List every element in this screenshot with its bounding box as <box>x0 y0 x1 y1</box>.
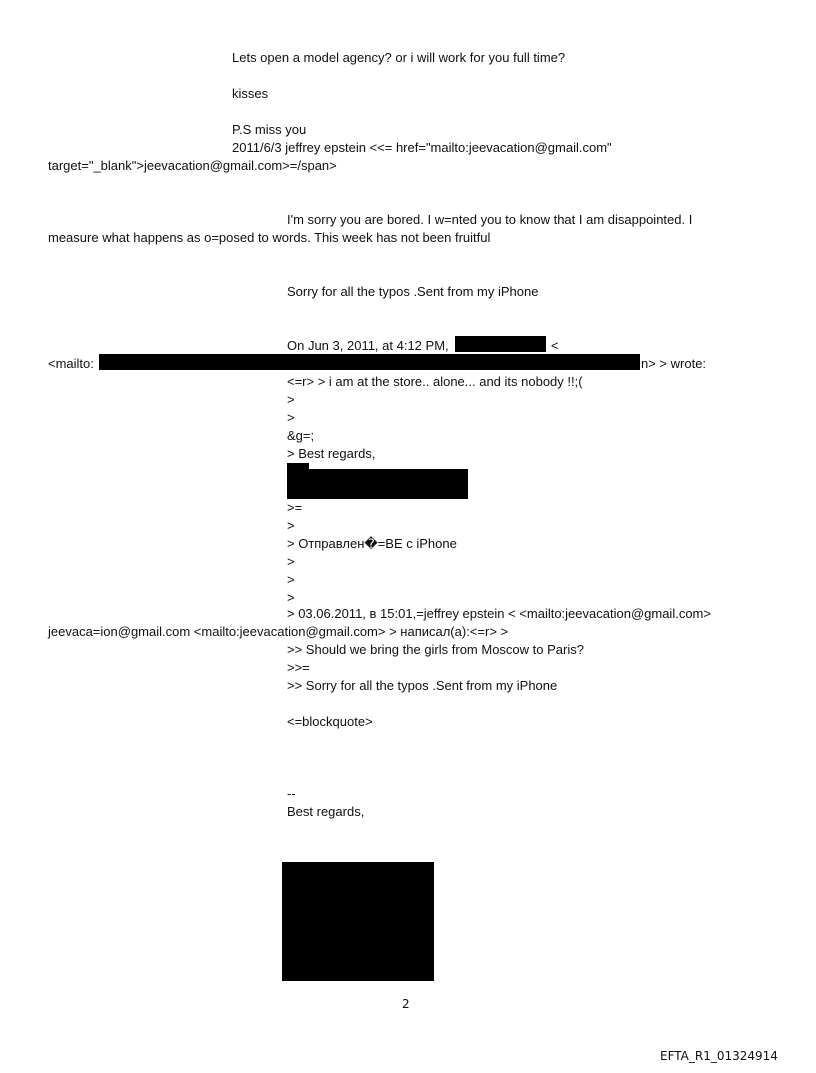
quoted-line: > Отправлен�=BE с iPhone <box>287 536 457 551</box>
quote-header-line: 2011/6/3 jeffrey epstein <<= href="mailto:jeevacation@gmail.com" <box>232 140 612 155</box>
quoted-line: > <box>287 410 295 425</box>
quoted-line: > Best regards, <box>287 446 376 461</box>
quote-header-line: < <box>551 338 559 353</box>
body-line: kisses <box>232 86 269 101</box>
quoted-line: >> Sorry for all the typos .Sent from my iPhone <box>287 678 558 693</box>
body-line: I'm sorry you are bored. I w=nted you to know that I am disappointed. I <box>287 212 693 227</box>
quoted-line: >= <box>287 500 303 515</box>
quoted-line: > <box>287 572 295 587</box>
quote-header-line: target="_blank">jeevacation@gmail.com>=/span> <box>48 158 337 173</box>
document-id: EFTA_R1_01324914 <box>660 1049 778 1063</box>
quoted-line: &g=; <box>287 428 315 443</box>
body-line: P.S miss you <box>232 122 307 137</box>
quote-header-line: On Jun 3, 2011, at 4:12 PM, <box>287 338 449 353</box>
quoted-line: > <box>287 518 295 533</box>
body-line: Lets open a model agency? or i will work for you full time? <box>232 50 566 65</box>
quoted-line: > <box>287 392 295 407</box>
quoted-line: > <box>287 554 295 569</box>
page-number: 2 <box>402 997 410 1011</box>
redaction-block <box>99 354 640 370</box>
redaction-block <box>287 469 468 499</box>
quote-header-line: <mailto: <box>48 356 94 371</box>
signature-line: Best regards, <box>287 804 365 819</box>
signature-separator: -- <box>287 786 296 801</box>
quote-header-line: > 03.06.2011, в 15:01,=jeffrey epstein < <mailto:jeevacation@gmail.com> <box>287 606 711 621</box>
quote-header-line: jeevaca=ion@gmail.com <mailto:jeevacation@gmail.com> > написал(а):<=r> > <box>48 624 509 639</box>
body-line: measure what happens as o=posed to words. This week has not been fruitful <box>48 230 491 245</box>
quoted-line: >> Should we bring the girls from Moscow to Paris? <box>287 642 584 657</box>
signature-line: Sorry for all the typos .Sent from my iPhone <box>287 284 539 299</box>
quoted-line: >>= <box>287 660 310 675</box>
quote-header-line: n> > wrote: <box>641 356 707 371</box>
quoted-line: > <box>287 590 295 605</box>
quoted-line: <=blockquote> <box>287 714 373 729</box>
redaction-block <box>282 862 434 981</box>
redaction-block <box>455 336 546 352</box>
quoted-line: <=r> > i am at the store.. alone... and its nobody !!;( <box>287 374 583 389</box>
